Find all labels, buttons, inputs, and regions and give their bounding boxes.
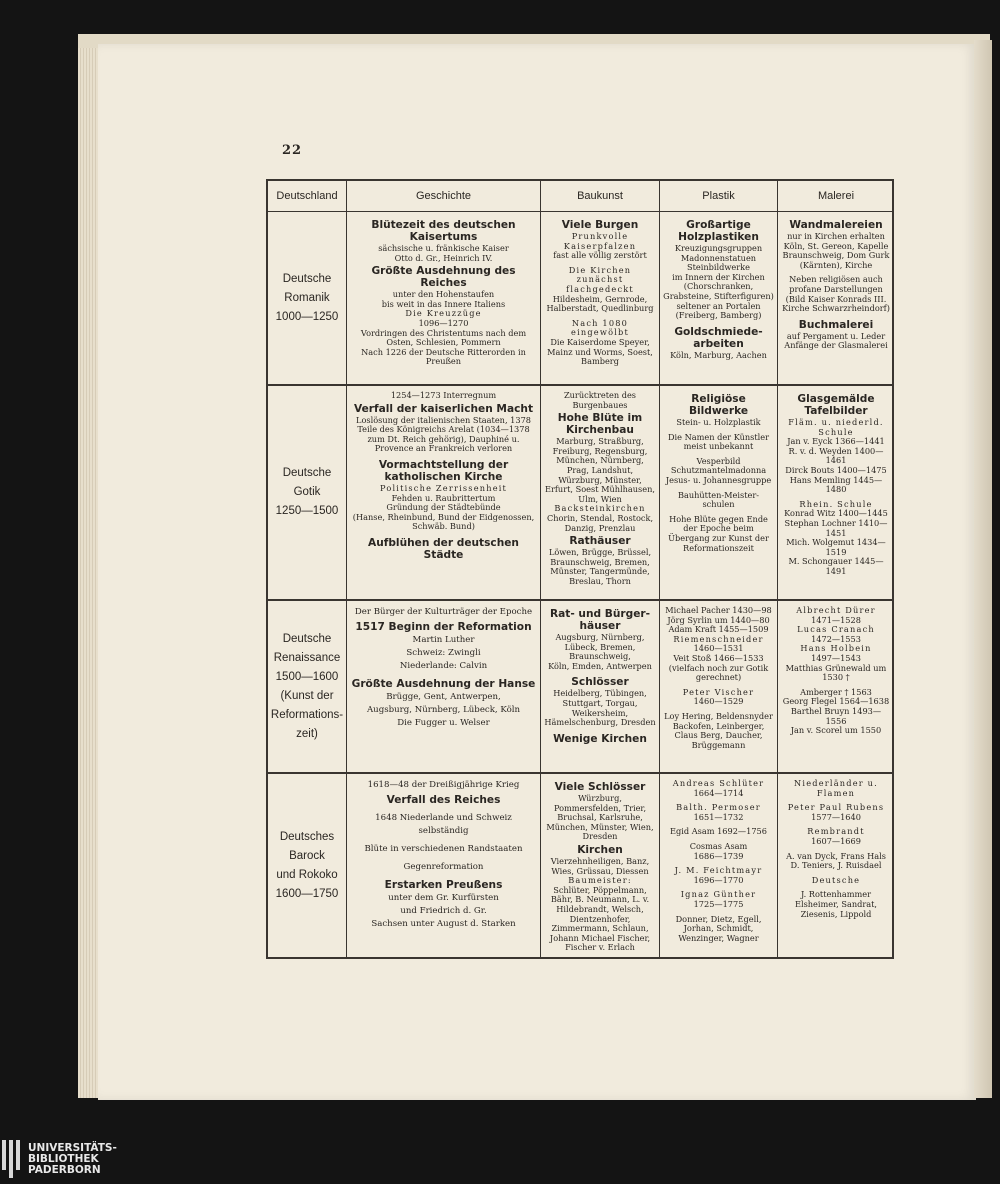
cell-text: 1254—1273 Interregnum	[390, 390, 497, 400]
cell-text: Andreas Schlüter	[672, 778, 765, 788]
era-label: 1600—1750	[275, 887, 339, 900]
cell-text: Köln, Marburg, Aachen	[670, 349, 767, 360]
cell-heading: Viele Burgen	[561, 219, 639, 231]
cell-text: 1696—1770	[693, 874, 744, 885]
era-cell	[268, 774, 346, 957]
cell-text: 1497—1543	[811, 652, 861, 663]
plastik-cell	[660, 601, 777, 772]
cell-text: Kreuzigungsgruppen	[674, 243, 763, 253]
cell-text: Chorin, Stendal, Rostock, Danzig, Prenzlau	[546, 512, 654, 533]
cell-text: 1577—1640	[811, 811, 861, 822]
era-label: 1250—1500	[275, 505, 339, 517]
cell-text: Barthel Bruyn 1493—1556	[790, 705, 882, 726]
cell-text: Nach 1080 eingewölbt	[571, 317, 629, 338]
cell-text: Fehden u. Raubrittertum	[391, 492, 496, 503]
cell-text: Hohe Blüte gegen Ende der Epoche beim Übergang zur Kunst der Reformationszeit	[668, 513, 769, 553]
cell-text: Marburg, Straßburg, Freiburg, Regensburg, München, Nürnberg, Prag, Landshut, Würzburg, Münster, Erfurt, Soest Mühlhausen, Ulm, Wien	[545, 436, 655, 504]
cell-text: R. v. d. Weyden 1400—1461	[788, 445, 884, 466]
cell-text: Madonnenstatuen	[680, 252, 757, 263]
cell-text: Ignaz Günther	[680, 889, 757, 900]
cell-text: Elsheimer, Sandrat,	[794, 898, 878, 909]
cell-text: Schutzmantelmadonna	[670, 465, 767, 476]
cell-text: Blüte in verschiedenen Randstaaten	[364, 844, 523, 854]
cell-heading: Vormachtstellung der katholischen Kirche	[378, 458, 509, 483]
cell-text: Peter Vischer	[682, 686, 755, 697]
cell-text: Bauhütten-Meister-schulen	[677, 489, 760, 510]
cell-text: seltener an Portalen (Freiberg, Bamberg)	[675, 300, 762, 321]
cell-text: Vierzehnheiligen, Banz, Wies, Grüssau, Diessen	[550, 855, 650, 876]
cell-text: Martin Luther	[412, 635, 475, 645]
header-baukunst: Baukunst	[577, 190, 623, 202]
cell-heading: Viele Schlösser	[554, 781, 646, 793]
cell-text: nur in Kirchen erhalten	[787, 231, 885, 241]
header-geschichte: Geschichte	[415, 190, 472, 202]
cell-text: 1471—1528	[811, 614, 861, 625]
cell-text: Heidelberg, Tübingen, Stuttgart, Torgau, Weikersheim, Hämelschenburg, Dresden	[544, 688, 656, 728]
cell-text: Michael Pacher 1430—98	[665, 605, 772, 615]
cell-text: Konrad Witz 1400—1445	[784, 508, 888, 519]
cell-text: 1648 Niederlande und Schweiz selbständig	[375, 813, 512, 836]
cell-heading: 1517 Beginn der Reformation	[355, 621, 532, 633]
era-label: Deutsche	[282, 467, 332, 479]
cell-heading: Blütezeit des deutschen Kaisertums	[371, 219, 516, 243]
cell-text: Riemenschneider	[673, 633, 764, 644]
cell-heading: Aufblühen der deutschen Städte	[368, 536, 519, 561]
cell-text: Kaiserpfalzen	[563, 240, 637, 251]
cell-text: Donner, Dietz, Egell, Jorhan, Schmidt, Wenzinger, Wagner	[675, 913, 762, 943]
geschichte-cell	[347, 774, 540, 957]
cell-text: Würzburg, Pommersfelden, Trier, Bruchsal, Karlsruhe, München, Münster, Wien, Dresden	[546, 793, 654, 842]
cell-text: Jesus- u. Johannesgruppe	[665, 474, 772, 485]
cell-text: Köln, Emden, Antwerpen	[548, 660, 652, 671]
cell-text: Brügge, Gent, Antwerpen,	[386, 692, 501, 702]
cell-text: Jörg Syrlin um 1440—80	[667, 614, 770, 625]
cell-text: 1618—48 der Dreißigjährige Krieg	[367, 780, 520, 790]
cell-text: und Friedrich d. Gr.	[400, 906, 487, 916]
baukunst-cell	[541, 386, 659, 599]
cell-text: Balth. Permoser	[676, 802, 761, 813]
era-label: (Kunst der	[280, 689, 334, 702]
cell-text: Schlüter, Pöppelmann, Bähr, B. Neumann, L. v. Hildebrandt, Welsch, Dientzenhofer, Zimmermann, Schlaun, Johann Michael Fischer, Fischer v. Erlach	[549, 884, 651, 953]
era-label: Barock	[289, 849, 325, 862]
cell-text: Loy Hering, Beldensnyder Backofen, Leinberger, Claus Berg, Daucher, Brüggemann	[664, 710, 773, 750]
cell-text: D. Teniers, J. Ruisdael	[790, 860, 882, 871]
baukunst-cell	[541, 601, 659, 772]
library-logo	[0, 1134, 200, 1184]
era-cell	[268, 212, 346, 384]
book-right-edge	[974, 40, 992, 1098]
cell-text: Hans Holbein	[800, 643, 872, 654]
cell-text: 1472—1553	[811, 633, 861, 644]
cell-text: A. van Dyck, Frans Hals	[786, 850, 886, 861]
cell-text: J. M. Feichtmayr	[674, 865, 763, 876]
cell-text: Hildesheim, Gernrode, Halberstadt, Quedlinburg	[546, 293, 654, 314]
cell-heading: Erstarken Preußens	[384, 879, 503, 891]
cell-text: Die Kreuzzüge	[405, 308, 482, 319]
malerei-cell	[778, 386, 894, 599]
cell-heading: Großartige Holzplastiken	[678, 219, 759, 243]
cell-heading: Goldschmiede-arbeiten	[674, 325, 763, 350]
era-label: Deutsche	[282, 632, 332, 645]
cell-text: Peter Paul Rubens	[787, 802, 885, 813]
cell-text: 1651—1732	[693, 811, 744, 822]
cell-heading: Größte Ausdehnung des Reiches	[371, 265, 516, 290]
baukunst-cell	[541, 774, 659, 957]
cell-text: Veit Stoß 1466—1533 (vielfach noch zur Gotik gerechnet)	[668, 652, 769, 683]
era-label: und Rokoko	[276, 868, 338, 881]
cell-text: fast alle völlig zerstört	[553, 250, 647, 261]
cell-text: Die Kaiserdome Speyer, Mainz und Worms, Soest, Bamberg	[547, 336, 653, 367]
library-logo-icon	[2, 1140, 20, 1178]
cell-text: 1096—1270	[418, 317, 469, 328]
cell-text: Der Bürger der Kulturträger der Epoche	[354, 607, 533, 617]
cell-heading: Wenige Kirchen	[553, 732, 647, 745]
cell-text: bis weit in das Innere Italiens	[381, 298, 506, 309]
cell-heading: Verfall des Reiches	[386, 794, 501, 806]
cell-heading: Größte Ausdehnung der Hanse	[351, 678, 536, 690]
era-label: Deutsches	[279, 830, 335, 843]
cell-text: Köln, St. Gereon, Kapelle Braunschweig, Dom Gurk (Kärnten), Kirche	[782, 240, 890, 270]
cell-text: (Bild Kaiser Konrads III. Kirche Schwarzrheindorf)	[782, 293, 890, 314]
cell-text: Vesperbild	[696, 455, 741, 466]
cell-heading: Rat- und Bürger-häuser	[549, 608, 651, 632]
era-cell	[268, 386, 346, 599]
cell-heading: Kirchen	[577, 843, 623, 856]
cell-text: Die Namen der Künstler meist unbekannt	[667, 431, 770, 452]
cell-text: Mich. Wolgemut 1434—1519	[786, 537, 886, 557]
geschichte-cell	[347, 601, 540, 772]
cell-text: Fläm. u. niederld. Schule	[788, 417, 884, 437]
era-label: zeit)	[296, 727, 318, 740]
cell-text: Matthias Grünewald um 1530 †	[785, 662, 887, 683]
era-label: 1000—1250	[275, 310, 339, 323]
cell-text: Sachsen unter August d. Starken	[371, 919, 516, 929]
cell-heading: Schlösser	[571, 676, 629, 689]
cell-text: M. Schongauer 1445—1491	[788, 556, 884, 576]
cell-text: 1607—1669	[811, 835, 861, 846]
cell-text: Amberger † 1563	[800, 686, 872, 697]
cell-text: 1460—1529	[693, 696, 744, 707]
library-logo-line: BIBLIOTHEK	[28, 1152, 99, 1165]
cell-text: Deutsche	[811, 874, 861, 885]
cell-text: Georg Flegel 1564—1638	[782, 696, 890, 707]
cell-text: Jan v. Eyck 1366—1441	[787, 436, 885, 447]
cell-text: Baumeister:	[568, 875, 632, 886]
cell-text: Otto d. Gr., Heinrich IV.	[394, 252, 493, 263]
era-label: Reformations-	[270, 708, 344, 721]
cell-text: Backsteinkirchen	[554, 503, 646, 514]
library-logo-line: PADERBORN	[28, 1163, 101, 1176]
header-deutschland: Deutschland	[276, 190, 338, 202]
cell-text: Cosmas Asam	[689, 840, 748, 851]
cell-text: Vordringen des Christentums nach dem Osten, Schlesien, Pommern	[360, 327, 527, 348]
cell-text: sächsische u. fränkische Kaiser	[378, 243, 509, 253]
cell-text: 1460—1531	[693, 643, 744, 654]
cell-text: Zurücktreten des Burgenbaues	[563, 390, 637, 410]
cell-text: Anfänge der Glasmalerei	[784, 340, 888, 351]
cell-text: Rhein. Schule	[799, 498, 873, 509]
cell-heading: Religiöse Bildwerke	[688, 393, 749, 417]
era-label: Deutsche	[282, 272, 332, 285]
cell-text: Nach 1226 der Deutsche Ritterorden in Preußen	[361, 346, 526, 367]
plastik-cell	[660, 386, 777, 599]
cell-text: Löwen, Brügge, Brüssel, Braunschweig, Bremen, Münster, Tangermünde, Breslau, Thorn	[548, 547, 652, 586]
library-logo-line: UNIVERSITÄTS-	[28, 1141, 117, 1154]
cell-text: Politische Zerrissenheit	[379, 482, 508, 493]
cell-text: Gegenreformation	[403, 862, 484, 872]
cell-text: Augsburg, Nürnberg, Lübeck, Köln	[366, 705, 521, 715]
cell-text: unter dem Gr. Kurfürsten	[388, 893, 499, 903]
cell-heading: Glasgemälde Tafelbilder	[797, 393, 875, 417]
era-label: Gotik	[293, 486, 321, 498]
era-cell	[268, 601, 346, 772]
cell-text: Rembrandt	[807, 826, 865, 837]
cell-text: Loslösung der italienischen Staaten, 1378 Teile des Königreichs Arelat (1034—1378 zum Dt. Reich gehörig), Dauphiné u. Provence an Frankreich verloren	[356, 414, 531, 454]
cell-text: Egid Asam 1692—1756	[670, 826, 767, 837]
cell-heading: Buchmalerei	[798, 318, 874, 331]
cell-heading: Wandmalereien	[789, 219, 883, 231]
cell-heading: Hohe Blüte im Kirchenbau	[557, 412, 643, 437]
art-history-table	[266, 179, 894, 959]
page-number: 22	[282, 143, 303, 158]
cell-text: Steinbildwerke	[687, 262, 750, 273]
header-malerei: Malerei	[817, 190, 855, 202]
cell-text: Niederlande: Calvin	[399, 661, 488, 671]
cell-text: Die Fugger u. Welser	[397, 718, 490, 728]
cell-text: Dirck Bouts 1400—1475	[785, 464, 887, 475]
book-page-edges	[78, 34, 100, 1098]
cell-text: Augsburg, Nürnberg, Lübeck, Bremen, Braunschweig,	[555, 632, 645, 662]
cell-text: Stephan Lochner 1410—1451	[784, 517, 888, 538]
plastik-cell	[660, 212, 777, 384]
cell-text: unter den Hohenstaufen	[392, 289, 495, 300]
cell-text: Prunkvolle	[571, 231, 629, 241]
malerei-cell	[778, 601, 894, 772]
malerei-cell	[778, 774, 894, 957]
cell-text: (Hanse, Rheinbund, Bund der Eidgenossen, Schwäb. Bund)	[352, 511, 535, 532]
cell-text: Hans Memling 1445—1480	[789, 474, 883, 495]
cell-text: Schweiz: Zwingli	[406, 648, 481, 658]
malerei-cell	[778, 212, 894, 384]
cell-text: Niederländer u. Flamen	[794, 778, 878, 798]
geschichte-cell	[347, 386, 540, 599]
plastik-cell	[660, 774, 777, 957]
cell-text: Lucas Cranach	[797, 624, 875, 635]
cell-text: Gründung der Städtebünde	[386, 502, 501, 513]
era-label: Renaissance	[273, 651, 341, 664]
cell-text: Neben religiösen auch profane Darstellungen	[789, 274, 883, 294]
cell-heading: Verfall der kaiserlichen Macht	[353, 402, 534, 415]
era-label: Romanik	[284, 291, 330, 304]
cell-text: Albrecht Dürer	[796, 605, 876, 615]
cell-text: Jan v. Scorel um 1550	[790, 725, 882, 736]
cell-heading: Rathäuser	[569, 535, 631, 548]
cell-text: 1664—1714	[693, 787, 744, 798]
cell-text: Adam Kraft 1455—1509	[668, 624, 769, 635]
cell-text: J. Rottenhammer	[800, 889, 872, 900]
era-label: 1500—1600	[275, 670, 339, 683]
cell-text: 1686—1739	[693, 850, 744, 861]
cell-text: Ziesenis, Lippold	[800, 908, 872, 919]
header-plastik: Plastik	[702, 190, 735, 202]
cell-text: Die Kirchen zunächst flachgedeckt	[566, 264, 634, 294]
cell-text: Stein- u. Holzplastik	[676, 417, 761, 427]
cell-text: im Innern der Kirchen (Chorschranken, Grabsteine, Stifterfiguren)	[663, 271, 774, 301]
baukunst-cell	[541, 212, 659, 384]
geschichte-cell	[347, 212, 540, 384]
cell-text: auf Pergament u. Leder	[786, 330, 886, 341]
cell-text: 1725—1775	[693, 898, 744, 909]
